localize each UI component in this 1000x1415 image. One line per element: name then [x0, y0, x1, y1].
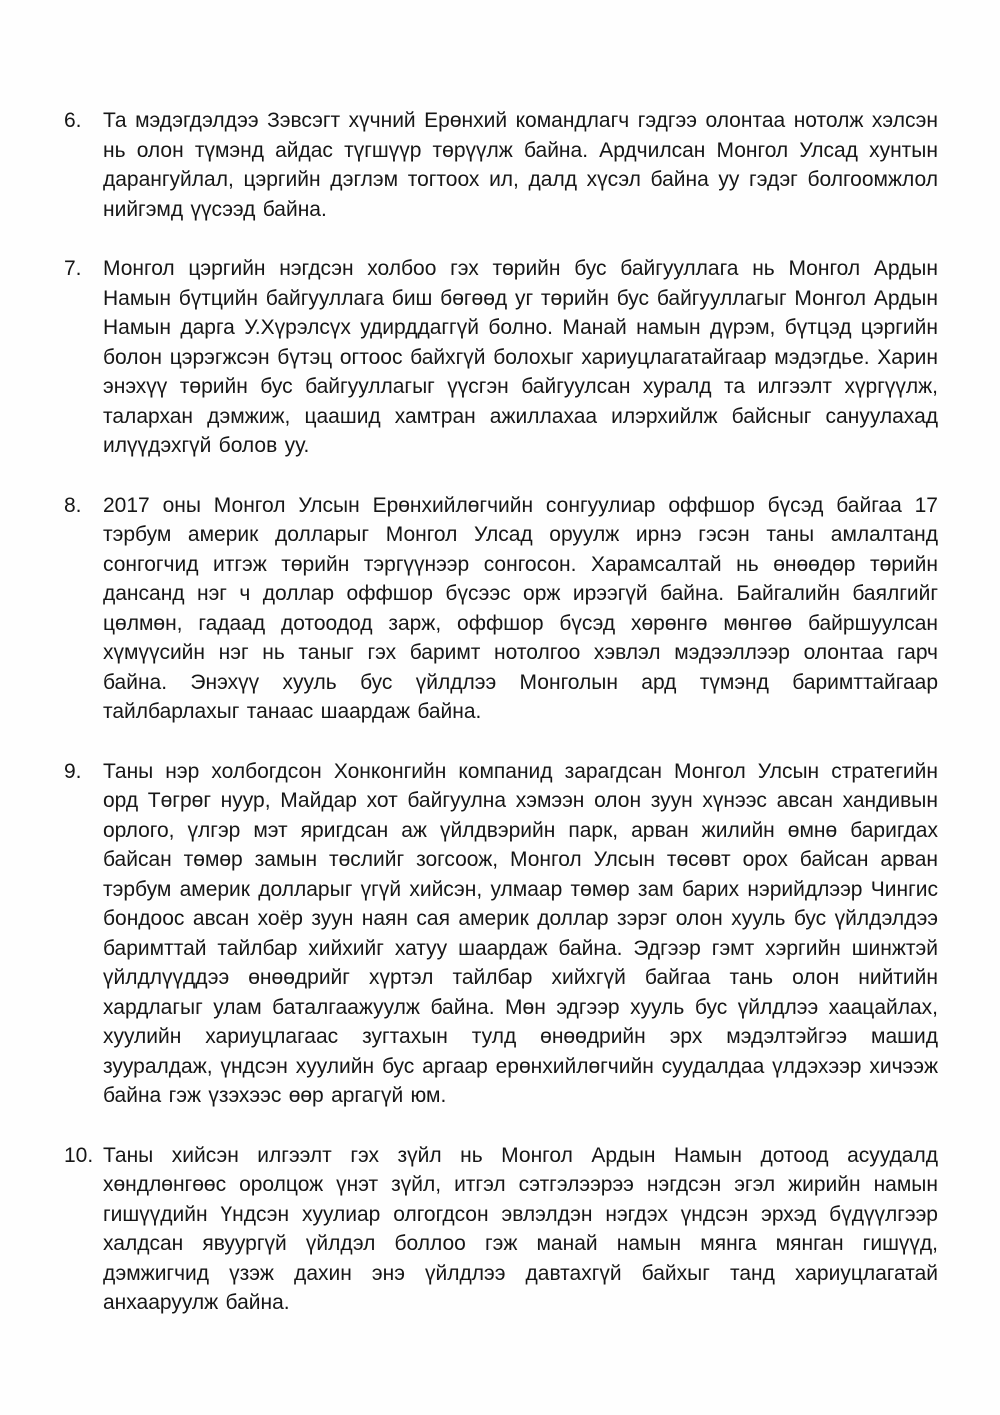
paragraph-text: Таны нэр холбогдсон Хонконгийн компанид зарагдсан Монгол Улсын стратегийн орд Төгрөг нуур, Майдар хот байгуулна хэмээн олон зуун хүнээс авсан хандивын орлого, үлгэр мэт яригдсан аж үйлдвэрийн парк, арван жилийн өмнө баригдах байсан төмөр замын төслийг зогсоож, Монгол Улсын төсөвт орох байсан арван тэрбум америк долларыг үгүй хийсэн, улмаар төмөр зам барих нэрийдлээр Чингис бондоос авсан хоёр зуун наян сая америк доллар зэрэг олон хууль бус үйлдэлдээ баримттай тайлбар хийхийг хатуу шаардаж байна. Эдгээр гэмт хэргийн шинжтэй үйлдлүүддээ өнөөдрийг хүртэл тайлбар хийхгүй байгаа тань олон нийтийн хардлагыг улам баталгаажуулж байна. Мөн эдгээр хууль бус үйлдлээ хаацайлах, хуулийн хариуцлагаас зугтахын тулд өнөөдрийн эрх мэдэлтэйгээ машид зууралдаж, үндсэн хуулийн бус аргаар ерөнхийлөгчийн суудалдаа үлдэхээр хичээж байна гэж үзэхээс өөр аргагүй юм.: [103, 759, 938, 1107]
paragraph-text: Таны хийсэн илгээлт гэх зүйл нь Монгол Ардын Намын дотоод асуудалд хөндлөнгөөс оролцож үнэт зүйл, итгэл сэтгэлээрээ нэгдсэн эгэл жирийн намын гишүүдийн Үндсэн хуулиар олгогдсон эвлэлдэн нэгдэх үндсэн эрхэд бүдүүлгээр халдсан явуургүй үйлдэл боллоо гэж манай намын мянга мянган гишүүд, дэмжигчид үзэж дахин энэ үйлдлээ давтахгүй байхыг танд хариуцлагатай анхааруулж байна.: [103, 1143, 938, 1314]
paragraph-text: Та мэдэгдэлдээ Зэвсэгт хүчний Ерөнхий командлагч гэдгээ олонтаа нотолж хэлсэн нь олон түмэнд айдас түгшүүр төрүүлж байна. Ардчилсан Монгол Улсад хунтын дарангуйлал, цэргийн дэглэм тогтоох ил, далд хүсэл байна уу гэдэг болгоомжлол нийгэмд үүсээд байна.: [103, 109, 938, 221]
paragraph-number: 9.: [64, 759, 82, 783]
paragraph-number: 6.: [64, 109, 82, 132]
paragraph-number: 7.: [64, 257, 82, 280]
paragraph-text: Монгол цэргийн нэгдсэн холбоо гэх төрийн бус байгууллага нь Монгол Ардын Намын бүтцийн байгууллага биш бөгөөд уг төрийн бус байгууллагыг Монгол Ардын Намын дарга У.Хүрэлсүх удирддаггүй болно. Манай намын дүрэм, бүтцэд цэргийн болон цэрэгжсэн бүтэц огтоос байхгүй болохыг хариуцлагатайгаар мэдэгдье. Харин энэхүү төрийн бус байгууллагыг үүсгэн байгуулсан хуралд та илгээлт хүргүүлж, талархан дэмжиж, цаашид хамтран ажиллахаа илэрхийлж байсныг сануулахад илүүдэхгүй болов уу.: [103, 257, 938, 457]
numbered-paragraph-10: [64, 1141, 938, 1318]
numbered-paragraph-8: [64, 491, 938, 727]
numbered-paragraph-9: [64, 757, 938, 1111]
numbered-paragraph-7: [64, 254, 938, 461]
paragraph-number: 8.: [64, 493, 82, 517]
paragraph-number: 10.: [64, 1143, 94, 1167]
paragraph-text: 2017 оны Монгол Улсын Ерөнхийлөгчийн сонгуулиар оффшор бүсэд байгаа 17 тэрбум америк долларыг Монгол Улсад оруулж ирнэ гэсэн таны амлалтанд сонгогчид итгэж төрийн тэргүүнээр сонгосон. Харамсалтай нь өнөөдөр төрийн дансанд нэг ч доллар оффшор бүсээс орж ирээгүй байна. Байгалийн баялгийг цөлмөн, гадаад дотоодод зарж, оффшор бүсэд хөрөнгө мөнгөө байршуулсан хүмүүсийн нэг нь таныг гэх баримт нотолгоо хэвлэл мэдээллээр олонтаа гарч байна. Энэхүү хууль бус үйлдлээ Монголын ард түмэнд баримттайгаар тайлбарлахыг танаас шаардаж байна.: [103, 493, 938, 723]
numbered-paragraph-6: [64, 106, 938, 224]
